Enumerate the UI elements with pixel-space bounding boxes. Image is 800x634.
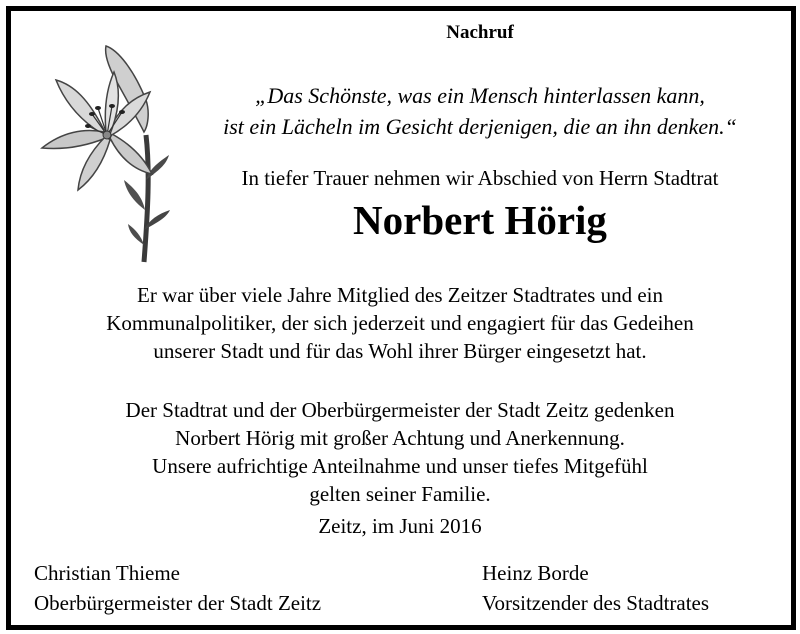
- memorial-quote: [180, 80, 780, 142]
- paragraph-line: Norbert Hörig mit großer Achtung und Anerkennung.: [175, 426, 625, 450]
- tribute-paragraph: [0, 281, 800, 365]
- quote-line: „Das Schönste, was ein Mensch hinterlassen kann,: [255, 83, 705, 108]
- signature-mayor: [34, 558, 321, 618]
- quote-line: ist ein Lächeln im Gesicht derjenigen, die an ihn denken.“: [223, 114, 737, 139]
- signature-council-chair: [482, 558, 709, 618]
- obituary-heading: Nachruf: [446, 22, 514, 43]
- signatory-name: Heinz Borde: [482, 561, 589, 585]
- paragraph-line: gelten seiner Familie.: [309, 482, 491, 506]
- signatory-title: Oberbürgermeister der Stadt Zeitz: [34, 591, 322, 615]
- paragraph-line: Er war über viele Jahre Mitglied des Zeitzer Stadtrates und ein: [137, 283, 663, 307]
- paragraph-line: Der Stadtrat und der Oberbürgermeister der Stadt Zeitz gedenken: [125, 398, 675, 422]
- place-date: Zeitz, im Juni 2016: [318, 514, 482, 538]
- condolence-paragraph: [0, 396, 800, 508]
- deceased-name: Norbert Hörig: [353, 197, 607, 243]
- signatory-name: Christian Thieme: [34, 561, 181, 585]
- paragraph-line: unserer Stadt und für das Wohl ihrer Bürger eingesetzt hat.: [153, 339, 647, 363]
- farewell-intro: In tiefer Trauer nehmen wir Abschied von Herrn Stadtrat: [241, 166, 719, 190]
- signatory-title: Vorsitzender des Stadtrates: [482, 591, 710, 615]
- paragraph-line: Unsere aufrichtige Anteilnahme und unser tiefes Mitgefühl: [152, 454, 648, 478]
- lily-flower-icon: [34, 40, 174, 265]
- paragraph-line: Kommunalpolitiker, der sich jederzeit und engagiert für das Gedeihen: [106, 311, 694, 335]
